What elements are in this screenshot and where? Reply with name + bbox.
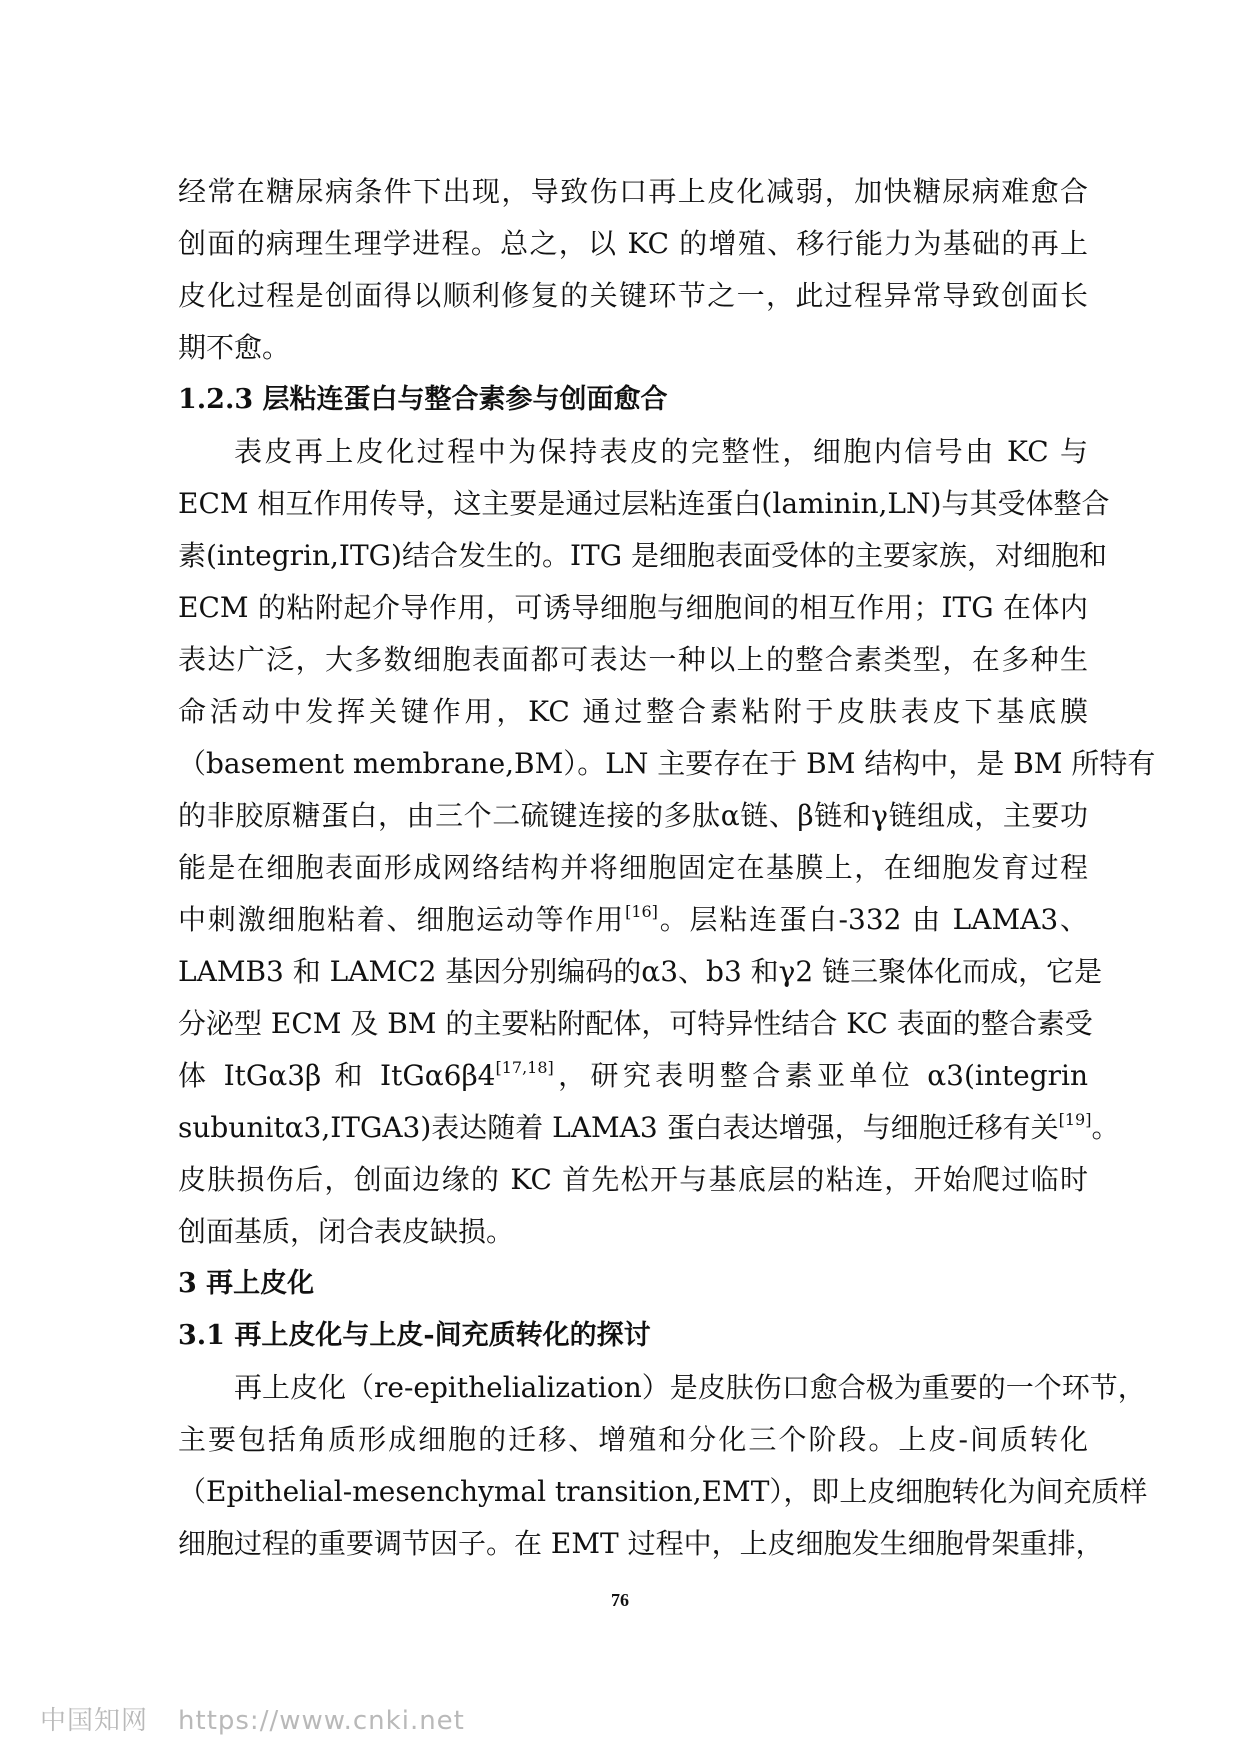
section-heading: 1.2.3 层粘连蛋白与整合素参与创面愈合	[178, 384, 668, 415]
paragraph-line: 表皮再上皮化过程中为保持表皮的完整性，细胞内信号由 KC 与	[234, 435, 1088, 468]
paragraph-line: 皮化过程是创面得以顺利修复的关键环节之一，此过程异常导致创面长	[178, 279, 1088, 312]
paragraph-line	[178, 1050, 1088, 1102]
section-heading: 3.1 再上皮化与上皮-间充质转化的探讨	[178, 1320, 651, 1351]
paragraph-line: 创面基质，闭合表皮缺损。	[178, 1215, 515, 1248]
citation-ref[interactable]: [16]	[625, 902, 658, 921]
text-run: 体 ItGα3β 和 ItGα6β4	[178, 1059, 496, 1092]
paragraph-line: 再上皮化（re-epithelialization）是皮肤伤口愈合极为重要的一个环节，	[234, 1371, 1146, 1404]
paragraph-line: 命活动中发挥关键作用，KC 通过整合素粘附于皮肤表皮下基底膜	[178, 695, 1088, 728]
watermark-url[interactable]: https://www.cnki.net	[178, 1706, 465, 1736]
page-number: 76	[611, 1590, 629, 1610]
paragraph-line: 的非胶原糖蛋白，由三个二硫键连接的多肽α链、β链和γ链组成，主要功	[178, 799, 1088, 832]
text-run: 。层粘连蛋白-332 由 LAMA3、	[657, 903, 1088, 936]
paragraph-line: （Epithelial-mesenchymal transition,EMT），即上皮细胞转化为间充质样	[178, 1475, 1148, 1508]
citation-ref[interactable]: [17,18]	[495, 1058, 554, 1077]
paragraph-line: 能是在细胞表面形成网络结构并将细胞固定在基膜上，在细胞发育过程	[178, 851, 1088, 884]
paragraph-line: 主要包括角质形成细胞的迁移、增殖和分化三个阶段。上皮-间质转化	[178, 1423, 1088, 1456]
paragraph-line: 经常在糖尿病条件下出现，导致伤口再上皮化减弱，加快糖尿病难愈合	[178, 175, 1088, 208]
watermark-brand: 中国知网	[40, 1706, 149, 1736]
chapter-heading: 3 再上皮化	[178, 1268, 315, 1299]
paragraph-line: 细胞过程的重要调节因子。在 EMT 过程中，上皮细胞发生细胞骨架重排，	[178, 1527, 1104, 1560]
paragraph-line	[178, 1102, 1120, 1154]
paragraph-line: 素(integrin,ITG)结合发生的。ITG 是细胞表面受体的主要家族，对细胞和	[178, 539, 1107, 572]
paragraph-line	[178, 894, 1088, 946]
paragraph-line: 创面的病理生理学进程。总之，以 KC 的增殖、移行能力为基础的再上	[178, 227, 1088, 260]
paragraph-line: LAMB3 和 LAMC2 基因分别编码的α3、b3 和γ2 链三聚体化而成，它是	[178, 955, 1103, 988]
citation-ref[interactable]: [19]	[1058, 1110, 1092, 1129]
text-run: 。	[1091, 1111, 1120, 1144]
text-run: subunitα3,ITGA3)表达随着 LAMA3 蛋白表达增强，与细胞迁移有关	[178, 1111, 1059, 1144]
paragraph-line: 表达广泛，大多数细胞表面都可表达一种以上的整合素类型，在多种生	[178, 643, 1088, 676]
body-text	[178, 166, 1156, 1570]
cnki-watermark	[40, 1700, 465, 1737]
paragraph-line: （basement membrane,BM）。LN 主要存在于 BM 结构中，是 BM 所特有	[178, 747, 1156, 780]
paragraph-line: 期不愈。	[178, 331, 291, 364]
text-run: ，研究表明整合素亚单位 α3(integrin	[553, 1059, 1089, 1092]
paragraph-line: ECM 相互作用传导，这主要是通过层粘连蛋白(laminin,LN)与其受体整合	[178, 487, 1110, 520]
paragraph-line: 分泌型 ECM 及 BM 的主要粘附配体，可特异性结合 KC 表面的整合素受	[178, 1007, 1093, 1040]
paragraph-line: 皮肤损伤后，创面边缘的 KC 首先松开与基底层的粘连，开始爬过临时	[178, 1163, 1088, 1196]
text-run: 中刺激细胞粘着、细胞运动等作用	[178, 903, 626, 936]
paragraph-line: ECM 的粘附起介导作用，可诱导细胞与细胞间的相互作用；ITG 在体内	[178, 591, 1088, 624]
